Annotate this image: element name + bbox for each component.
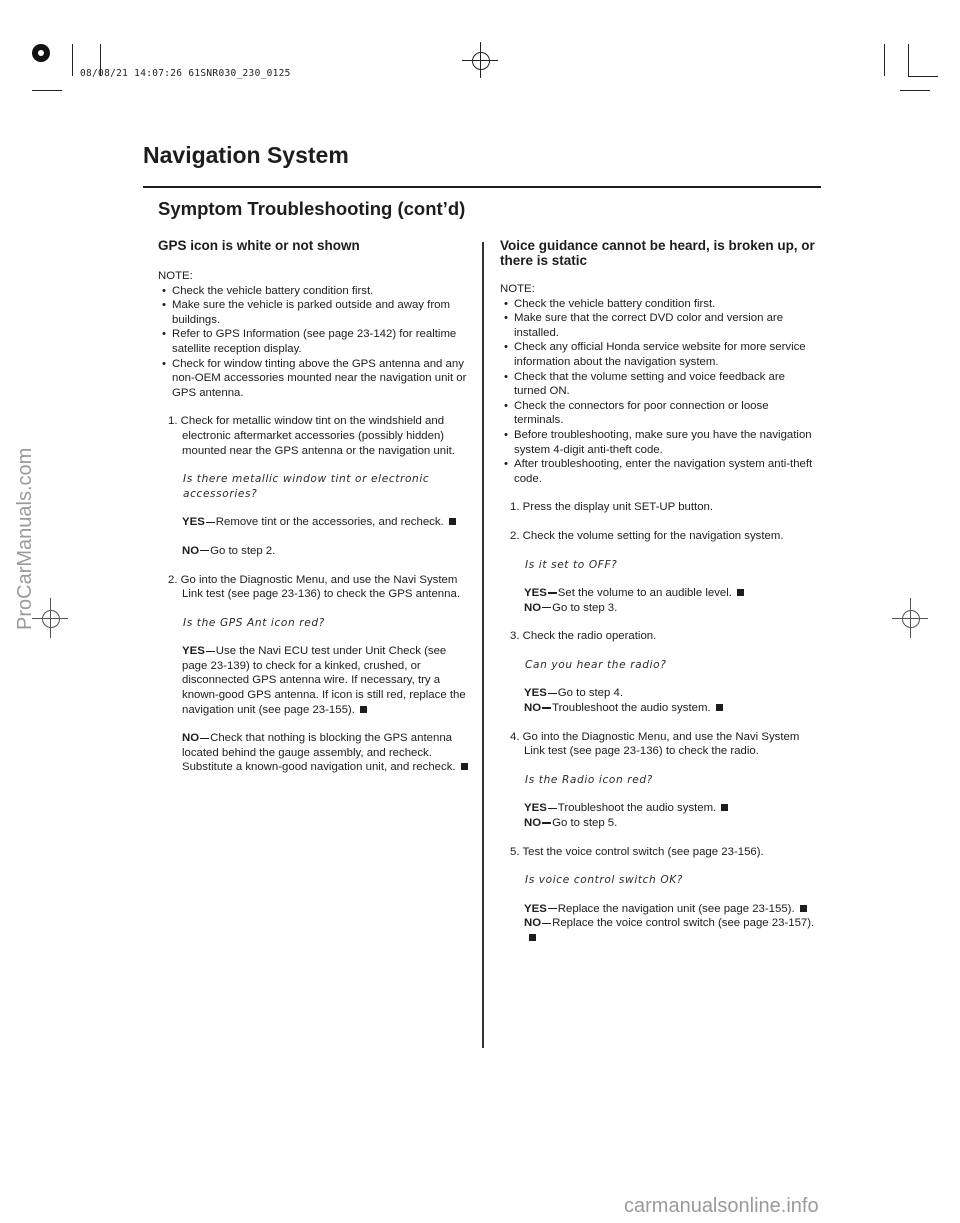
list-item: • Make sure the vehicle is parked outside and away from buildings. <box>162 299 450 326</box>
list-item: • Check for window tinting above the GPS antenna and any non-OEM accessories mounted near the navigation unit or GPS antenna. <box>162 357 467 399</box>
step-1: 1. Press the display unit SET-UP button. <box>510 501 714 514</box>
list-item: • Check any official Honda service website for more service information about the navigation system. <box>504 341 806 368</box>
step-5-no: NO Replace the voice control switch (see page 23-157). <box>500 916 820 945</box>
page-title: Navigation System <box>143 142 349 168</box>
list-item: • Check the vehicle battery condition first. <box>162 284 374 297</box>
list-item: • Before troubleshooting, make sure you have the navigation system 4-digit anti-theft code. <box>504 428 812 456</box>
end-mark-icon <box>716 704 723 711</box>
step-2-no: NO Go to step 3. <box>524 601 618 614</box>
step-2-question: Is it set to OFF? <box>525 558 618 571</box>
step-1-question: Is there metallic window tint or electronic accessories? <box>183 473 430 500</box>
list-item: • Check the vehicle battery condition first. <box>504 297 716 310</box>
step-3: 3. Check the radio operation. <box>510 630 657 643</box>
footer-url: carmanualsonline.info <box>624 1195 819 1217</box>
step-3-no: NO Troubleshoot the audio system. <box>500 701 820 716</box>
section-title: Symptom Troubleshooting (cont’d) <box>158 198 466 219</box>
right-note-label: NOTE: <box>500 283 535 295</box>
step-3-question: Can you hear the radio? <box>525 658 667 671</box>
right-heading: Voice guidance cannot be heard, is broken up, or there is static <box>500 238 815 268</box>
step-2-question: Is the GPS Ant icon red? <box>183 616 325 629</box>
end-mark-icon <box>800 905 807 912</box>
end-mark-icon <box>449 518 456 525</box>
title-rule <box>143 186 821 188</box>
left-heading: GPS icon is white or not shown <box>158 238 360 253</box>
step-1: 1. Check for metallic window tint on the windshield and electronic aftermarket accessories (possibly hidden) mounted near the GPS antenna or the navigation unit. <box>168 415 455 457</box>
step-2: 2. Go into the Diagnostic Menu, and use the Navi System Link test (see page 23-136) to check the GPS antenna. <box>168 573 460 601</box>
step-4-yes: YES Troubleshoot the audio system. <box>500 801 820 816</box>
right-column <box>500 238 820 946</box>
end-mark-icon <box>721 804 728 811</box>
print-timestamp: 08/08/21 14:07:26 61SNR030_230_0125 <box>80 68 291 79</box>
step-5-question: Is voice control switch OK? <box>525 874 684 887</box>
step-4-question: Is the Radio icon red? <box>525 773 653 786</box>
list-item: • Refer to GPS Information (see page 23-142) for realtime satellite reception display. <box>162 328 457 355</box>
step-5-yes: YES Replace the navigation unit (see page 23-155). <box>500 902 820 917</box>
left-note-label: NOTE: <box>158 270 193 282</box>
step-2: 2. Check the volume setting for the navigation system. <box>510 529 784 542</box>
list-item: • After troubleshooting, enter the navigation system anti-theft code. <box>504 458 813 485</box>
end-mark-icon <box>461 763 468 770</box>
step-1-no: NO Go to step 2. <box>182 544 276 557</box>
step-4: 4. Go into the Diagnostic Menu, and use the Navi System Link test (see page 23-136) to check the radio. <box>510 730 800 758</box>
step-1-yes: YES Remove tint or the accessories, and recheck. <box>158 515 468 530</box>
list-item: • Check the connectors for poor connection or loose terminals. <box>504 399 769 427</box>
left-column <box>158 238 468 775</box>
step-3-yes: YES Go to step 4. <box>524 687 624 700</box>
list-item: • Check that the volume setting and voice feedback are turned ON. <box>504 370 786 398</box>
end-mark-icon <box>529 934 536 941</box>
step-2-no: NO Check that nothing is blocking the GPS antenna located behind the gauge assembly, and recheck. Substitute a known-good navigation unit, and recheck. <box>158 731 468 775</box>
end-mark-icon <box>737 589 744 596</box>
column-divider <box>482 242 484 1048</box>
step-5: 5. Test the voice control switch (see page 23-156). <box>510 845 764 858</box>
step-4-no: NO Go to step 5. <box>524 817 618 830</box>
step-2-yes: YES Set the volume to an audible level. <box>500 586 820 601</box>
end-mark-icon <box>360 706 367 713</box>
watermark-text: ProCarManuals.com <box>14 447 36 630</box>
list-item: • Make sure that the correct DVD color and version are installed. <box>504 312 784 339</box>
step-2-yes: YES Use the Navi ECU test under Unit Check (see page 23-139) to check for a kinked, crushed, or disconnected GPS antenna wire. If necessary, try a known-good GPS antenna. If icon is still red, replace the navigation unit (see page 23-155). <box>182 645 466 716</box>
